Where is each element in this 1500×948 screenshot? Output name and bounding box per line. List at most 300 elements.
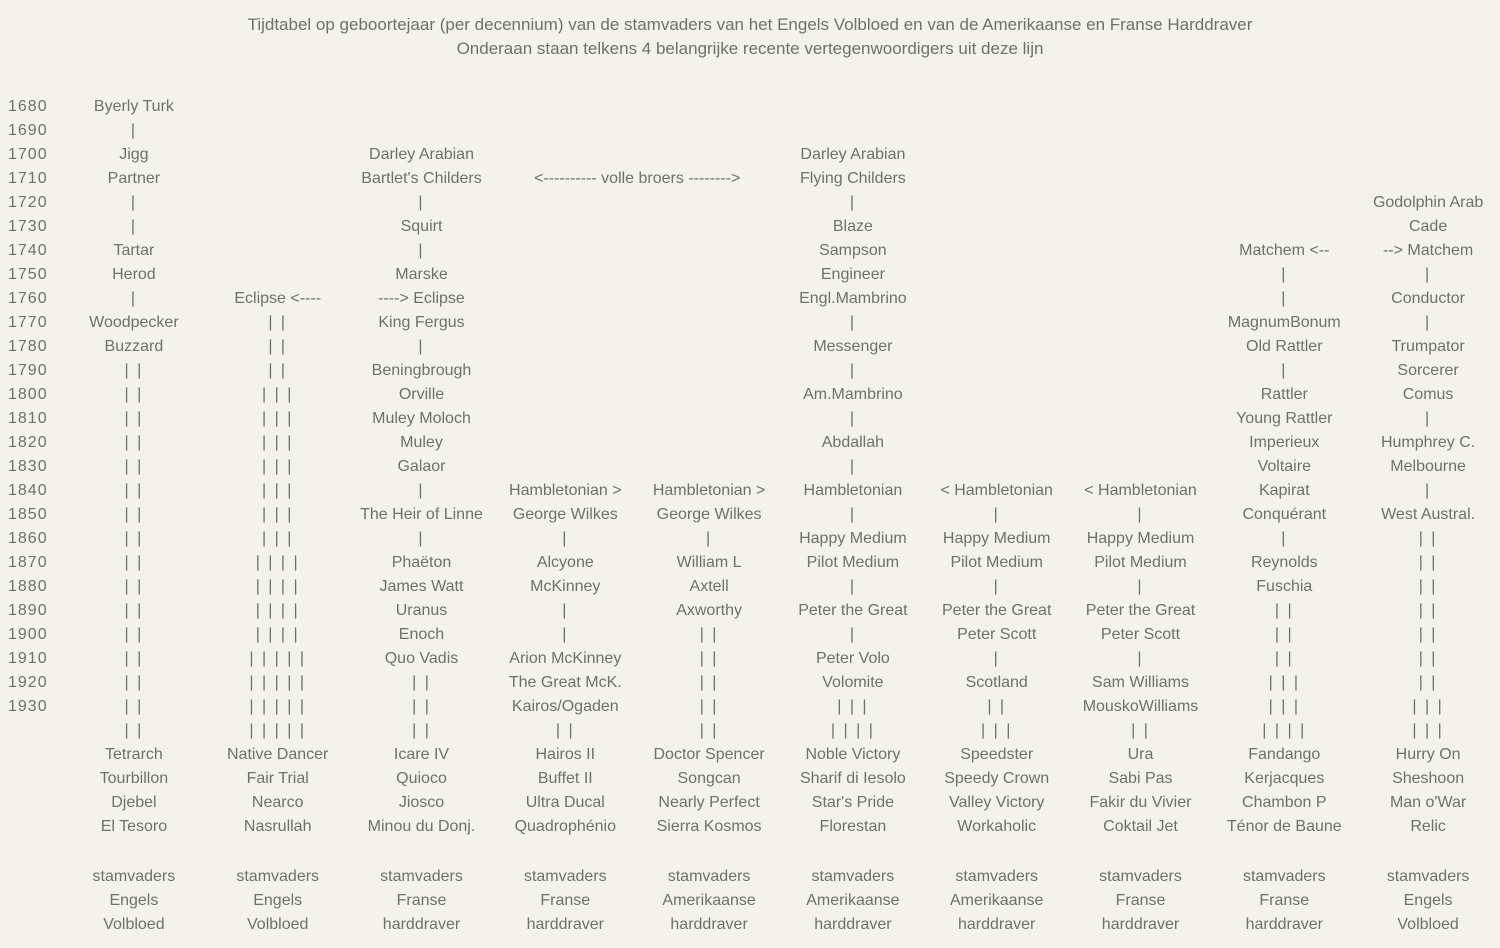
lineage-connector: |	[1425, 482, 1432, 499]
horse-name: Sam Williams	[1092, 674, 1189, 691]
horse-name	[925, 263, 1069, 287]
lineage-connector: | |	[412, 698, 431, 715]
year-label	[0, 913, 62, 937]
lineage-connector: |	[849, 506, 856, 523]
representative-name: Quadrophénio	[514, 818, 616, 835]
representative-name: Fandango	[1248, 746, 1321, 763]
horse-name: MouskoWilliams	[1082, 698, 1199, 715]
lineage-connector: |	[706, 530, 713, 547]
lineage-connector: | | | |	[255, 578, 300, 595]
horse-name	[925, 383, 1069, 407]
horse-name: Tartar	[113, 242, 155, 259]
lineage-label: Amerikaanse	[806, 892, 900, 909]
year-label	[0, 815, 62, 839]
horse-name	[1069, 215, 1213, 239]
horse-name: William L	[676, 554, 742, 571]
lineage-connector: | |	[1418, 674, 1438, 691]
horse-name: Partner	[107, 170, 161, 187]
representative-name: Quioco	[396, 770, 447, 787]
representative-name: Ultra Ducal	[525, 794, 605, 811]
lineage-connector: | | |	[262, 482, 294, 499]
lineage-label: harddraver	[382, 916, 461, 933]
representative-name: Coktail Jet	[1103, 818, 1178, 835]
horse-name	[1212, 143, 1356, 167]
horse-name: Reynolds	[1250, 554, 1318, 571]
horse-name: Peter the Great	[1085, 602, 1196, 619]
horse-name: Axworthy	[676, 602, 742, 619]
year-label: 1680	[8, 98, 48, 115]
horse-name	[493, 191, 637, 215]
horse-name: Herod	[112, 266, 156, 283]
year-label: 1830	[8, 458, 48, 475]
lineage-label: Volbloed	[247, 916, 309, 933]
year-label: 1720	[8, 194, 48, 211]
horse-name	[781, 119, 925, 143]
lineage-connector: | | |	[1268, 674, 1300, 691]
horse-name	[493, 335, 637, 359]
horse-name	[206, 119, 350, 143]
representative-name: Sheshoon	[1392, 770, 1465, 787]
year-label: 1840	[8, 482, 48, 499]
lineage-connector: |	[849, 626, 856, 643]
lineage-label: stamvaders	[1242, 868, 1326, 885]
horse-name	[206, 191, 350, 215]
horse-name: Byerly Turk	[93, 98, 174, 115]
lineage-connector: |	[130, 194, 137, 211]
lineage-label: stamvaders	[380, 868, 463, 885]
horse-name	[350, 119, 494, 143]
horse-name	[493, 359, 637, 383]
horse-name	[637, 143, 781, 167]
year-label: 1910	[8, 650, 48, 667]
lineage-connector: | |	[268, 314, 288, 331]
horse-name	[925, 167, 1069, 191]
year-label	[0, 791, 62, 815]
lineage-connector: | |	[124, 530, 144, 547]
horse-name: Sorcerer	[1397, 362, 1459, 379]
horse-name: Uranus	[395, 602, 448, 619]
lineage-label: Volbloed	[103, 916, 165, 933]
horse-name	[925, 359, 1069, 383]
representative-name: Minou du Donj.	[367, 818, 476, 835]
lineage-connector: | |	[124, 578, 144, 595]
lineage-label: stamvaders	[667, 868, 751, 885]
horse-name: Axtell	[689, 578, 729, 595]
horse-name: Phaëton	[391, 554, 452, 571]
horse-name	[206, 215, 350, 239]
year-label: 1880	[8, 578, 48, 595]
representative-name: Djebel	[111, 794, 157, 811]
horse-name: ----> Eclipse	[378, 290, 465, 307]
lineage-connector: | |	[699, 698, 719, 715]
horse-name: Kairos/Ogaden	[511, 698, 619, 715]
representative-name: Tourbillon	[99, 770, 169, 787]
horse-name	[1069, 119, 1213, 143]
year-label: 1750	[8, 266, 48, 283]
horse-name: Hambletonian	[803, 482, 903, 499]
lineage-connector: | |	[1418, 530, 1438, 547]
horse-name: Peter the Great	[798, 602, 908, 619]
horse-name	[350, 95, 494, 119]
horse-name	[493, 143, 637, 167]
horse-name: Pilot Medium	[1094, 554, 1187, 571]
year-label: 1900	[8, 626, 48, 643]
lineage-connector: | | | |	[830, 722, 875, 739]
lineage-label: stamvaders	[523, 868, 607, 885]
lineage-connector: |	[1281, 362, 1288, 379]
horse-name: Orville	[398, 386, 445, 403]
lineage-label: harddraver	[526, 916, 604, 933]
lineage-label: Engels	[1403, 892, 1453, 909]
horse-name	[637, 335, 781, 359]
lineage-label: stamvaders	[955, 868, 1039, 885]
year-label: 1790	[8, 362, 48, 379]
horse-name: Jigg	[119, 146, 149, 163]
lineage-connector: | | |	[1412, 698, 1444, 715]
lineage-connector: | |	[124, 626, 144, 643]
horse-name: Buzzard	[104, 338, 164, 355]
horse-name	[637, 287, 781, 311]
lineage-connector: | |	[124, 674, 144, 691]
horse-name: Melbourne	[1390, 458, 1466, 475]
horse-name	[493, 263, 637, 287]
horse-name: Rattler	[1260, 386, 1308, 403]
lineage-label: harddraver	[1245, 916, 1323, 933]
representative-name: Chambon P	[1242, 794, 1327, 811]
horse-name	[1069, 359, 1213, 383]
horse-name	[925, 311, 1069, 335]
year-label	[0, 889, 62, 913]
horse-name	[637, 263, 781, 287]
horse-name: Eclipse <----	[234, 290, 322, 307]
horse-name	[925, 215, 1069, 239]
lineage-connector: |	[418, 194, 425, 211]
horse-name	[1069, 287, 1213, 311]
horse-name	[637, 215, 781, 239]
horse-name	[1212, 119, 1356, 143]
horse-name: Comus	[1402, 386, 1454, 403]
lineage-connector: | |	[1418, 650, 1438, 667]
lineage-label: stamvaders	[92, 868, 176, 885]
horse-name	[493, 119, 637, 143]
lineage-connector: |	[849, 578, 856, 595]
lineage-connector: | | |	[837, 698, 869, 715]
lineage-connector: | |	[124, 482, 144, 499]
horse-name	[1212, 167, 1356, 191]
representative-name: Speedy Crown	[944, 770, 1050, 787]
lineage-connector: |	[562, 626, 569, 643]
horse-name: Quo Vadis	[384, 650, 459, 667]
lineage-connector: |	[562, 530, 569, 547]
representative-name: Relic	[1410, 818, 1446, 835]
horse-name	[493, 311, 637, 335]
lineage-connector: | | |	[1268, 698, 1300, 715]
lineage-connector: |	[993, 650, 1000, 667]
representative-name: Speedster	[960, 746, 1034, 763]
representative-name: Doctor Spencer	[653, 746, 765, 763]
lineage-connector: | | |	[262, 458, 294, 475]
lineage-connector: | |	[555, 722, 575, 739]
lineage-connector: | |	[124, 554, 144, 571]
horse-name: Trumpator	[1391, 338, 1465, 355]
horse-name: Engineer	[820, 266, 885, 283]
lineage-connector: | |	[268, 362, 288, 379]
horse-name	[925, 239, 1069, 263]
horse-name	[1069, 383, 1213, 407]
horse-name	[493, 215, 637, 239]
lineage-connector: | |	[1274, 602, 1294, 619]
lineage-connector: | |	[1274, 650, 1294, 667]
horse-name	[493, 95, 637, 119]
year-label: 1740	[8, 242, 48, 259]
representative-name: Valley Victory	[948, 794, 1045, 811]
horse-name: < Hambletonian	[1084, 482, 1197, 499]
year-label: 1690	[8, 122, 48, 139]
year-label: 1810	[8, 410, 48, 427]
lineage-connector: |	[130, 122, 137, 139]
lineage-connector: | | | |	[1262, 722, 1307, 739]
lineage-connector: | |	[124, 386, 144, 403]
horse-name	[925, 455, 1069, 479]
title-block	[0, 0, 1500, 61]
lineage-footer-grid	[0, 865, 1500, 937]
horse-name	[637, 407, 781, 431]
lineage-connector: | | |	[981, 722, 1013, 739]
lineage-connector: | | |	[262, 530, 294, 547]
horse-name: Humphrey C.	[1380, 434, 1476, 451]
horse-name: MagnumBonum	[1227, 314, 1341, 331]
lineage-connector: |	[130, 290, 137, 307]
lineage-connector: |	[849, 362, 856, 379]
horse-name: Alcyone	[536, 554, 594, 571]
horse-name	[1212, 95, 1356, 119]
horse-name: Peter Scott	[1100, 626, 1181, 643]
horse-name	[637, 191, 781, 215]
page-title: Tijdtabel op geboortejaar (per decennium) van de stamvaders van het Engels Volbloed en van de Amerikaanse en Franse Harddraver	[247, 15, 1253, 34]
representative-name: Kerjacques	[1244, 770, 1325, 787]
horse-name	[493, 407, 637, 431]
lineage-connector: | | |	[1412, 722, 1444, 739]
year-label: 1890	[8, 602, 48, 619]
lineage-label: Volbloed	[1397, 916, 1459, 933]
lineage-label: harddraver	[814, 916, 892, 933]
lineage-connector: |	[1425, 266, 1432, 283]
horse-name	[1069, 455, 1213, 479]
horse-name: Darley Arabian	[369, 146, 474, 163]
lineage-label: Franse	[1259, 892, 1310, 909]
lineage-connector: |	[993, 578, 1000, 595]
horse-name: Conductor	[1391, 290, 1465, 307]
year-label: 1770	[8, 314, 48, 331]
representative-name: Workaholic	[957, 818, 1037, 835]
lineage-connector: |	[1425, 314, 1432, 331]
lineage-connector: | | |	[262, 506, 294, 523]
horse-name	[925, 407, 1069, 431]
horse-name	[493, 455, 637, 479]
horse-name: Fuschia	[1256, 578, 1313, 595]
lineage-label: harddraver	[958, 916, 1036, 933]
representative-name: Sierra Kosmos	[656, 818, 762, 835]
horse-name	[1069, 431, 1213, 455]
year-label: 1870	[8, 554, 48, 571]
representative-name: Jiosco	[398, 794, 445, 811]
representative-name: El Tesoro	[100, 818, 168, 835]
year-label	[0, 767, 62, 791]
lineage-connector: |	[849, 194, 856, 211]
representative-name: Fakir du Vivier	[1089, 794, 1192, 811]
horse-name	[1069, 263, 1213, 287]
horse-name: --> Matchem	[1382, 242, 1474, 259]
lineage-connector: | |	[987, 698, 1007, 715]
lineage-connector: | |	[412, 674, 431, 691]
horse-name	[1069, 311, 1213, 335]
representative-name: Icare IV	[393, 746, 450, 763]
lineage-connector: |	[1425, 410, 1432, 427]
horse-name	[1069, 95, 1213, 119]
lineage-connector: | |	[124, 458, 144, 475]
horse-name	[206, 95, 350, 119]
year-label: 1710	[8, 170, 48, 187]
horse-name: <---------- volle broers -------->	[534, 170, 741, 187]
horse-name: Messenger	[813, 338, 893, 355]
horse-name	[1069, 167, 1213, 191]
horse-name: West Austral.	[1381, 506, 1476, 523]
horse-name	[206, 263, 350, 287]
lineage-label: stamvaders	[811, 868, 895, 885]
lineage-connector: | | |	[262, 434, 294, 451]
lineage-label: Franse	[540, 892, 591, 909]
year-label: 1760	[8, 290, 48, 307]
horse-name	[493, 239, 637, 263]
lineage-connector: | | | | |	[249, 722, 306, 739]
horse-name	[925, 287, 1069, 311]
horse-name: The Heir of Linne	[360, 506, 483, 523]
horse-name: Cade	[1408, 218, 1448, 235]
lineage-connector: | |	[124, 602, 144, 619]
lineage-connector: |	[1281, 290, 1288, 307]
lineage-connector: | | | | |	[249, 698, 306, 715]
year-label: 1820	[8, 434, 48, 451]
horse-name	[637, 119, 781, 143]
lineage-label: Franse	[396, 892, 447, 909]
horse-name: Woodpecker	[89, 314, 179, 331]
horse-name: Bartlet's Childers	[361, 170, 482, 187]
year-label	[0, 865, 62, 889]
horse-name: Matchem <--	[1239, 242, 1330, 259]
lineage-connector: |	[562, 602, 569, 619]
year-label: 1700	[8, 146, 48, 163]
lineage-connector: |	[1137, 506, 1144, 523]
horse-name	[925, 95, 1069, 119]
lineage-connector: |	[849, 410, 856, 427]
year-label: 1780	[8, 338, 48, 355]
lineage-connector: | | | |	[255, 602, 300, 619]
year-label: 1860	[8, 530, 48, 547]
representative-name: Native Dancer	[227, 746, 329, 763]
year-label: 1730	[8, 218, 48, 235]
horse-name: Muley	[400, 434, 443, 451]
horse-name	[925, 431, 1069, 455]
year-label: 1920	[8, 674, 48, 691]
year-label	[0, 719, 62, 743]
representative-name: Nasrullah	[243, 818, 312, 835]
horse-name: Marske	[395, 266, 448, 283]
lineage-connector: | |	[699, 674, 719, 691]
horse-name: Muley Moloch	[372, 410, 471, 427]
lineage-label: harddraver	[1101, 916, 1180, 933]
horse-name: Peter Volo	[815, 650, 890, 667]
lineage-label: Amerikaanse	[662, 892, 756, 909]
representative-name: Fair Trial	[246, 770, 309, 787]
horse-name: Galaor	[397, 458, 446, 475]
horse-name: Hambletonian >	[652, 482, 766, 499]
lineage-connector: | |	[699, 722, 719, 739]
year-label	[0, 743, 62, 767]
lineage-connector: | | |	[262, 386, 294, 403]
horse-name	[637, 311, 781, 335]
horse-name	[1356, 95, 1500, 119]
horse-name: Voltaire	[1257, 458, 1311, 475]
horse-name	[1356, 143, 1500, 167]
horse-name: Old Rattler	[1246, 338, 1323, 355]
horse-name	[925, 119, 1069, 143]
horse-name: Happy Medium	[942, 530, 1051, 547]
horse-name: < Hambletonian	[940, 482, 1053, 499]
horse-name: James Watt	[379, 578, 464, 595]
horse-name	[206, 167, 350, 191]
lineage-connector: |	[418, 530, 425, 547]
representative-name: Star's Pride	[811, 794, 894, 811]
page-subtitle: Onderaan staan telkens 4 belangrijke recente vertegenwoordigers uit deze lijn	[456, 39, 1044, 58]
horse-name: Pilot Medium	[950, 554, 1043, 571]
horse-name	[637, 455, 781, 479]
lineage-connector: | | | | |	[249, 674, 306, 691]
horse-name	[925, 191, 1069, 215]
representative-name: Nearco	[251, 794, 304, 811]
representative-name: Sharif di Iesolo	[799, 770, 906, 787]
horse-name: Peter Scott	[957, 626, 1037, 643]
lineage-label: Engels	[109, 892, 159, 909]
horse-name: Pilot Medium	[806, 554, 900, 571]
horse-name: The Great McK.	[508, 674, 622, 691]
horse-name: Happy Medium	[1086, 530, 1195, 547]
lineage-connector: | |	[1418, 578, 1438, 595]
horse-name: Blaze	[832, 218, 873, 235]
lineage-label: stamvaders	[1099, 868, 1182, 885]
horse-name: King Fergus	[378, 314, 465, 331]
horse-name	[1356, 119, 1500, 143]
year-label: 1800	[8, 386, 48, 403]
representative-name: Hairos II	[535, 746, 596, 763]
horse-name: Hambletonian >	[509, 482, 622, 499]
lineage-connector: |	[993, 506, 1000, 523]
lineage-connector: |	[418, 482, 425, 499]
horse-name: Beningbrough	[371, 362, 472, 379]
lineage-connector: |	[1137, 578, 1144, 595]
lineage-label: Franse	[1115, 892, 1166, 909]
horse-name: Squirt	[400, 218, 443, 235]
horse-name	[637, 383, 781, 407]
representative-name: Ura	[1127, 746, 1154, 763]
horse-name: Enoch	[398, 626, 445, 643]
representative-name: Florestan	[819, 818, 887, 835]
lineage-connector: |	[1137, 650, 1144, 667]
lineage-connector: | |	[1418, 626, 1438, 643]
horse-name: Imperieux	[1249, 434, 1320, 451]
horse-name	[493, 431, 637, 455]
horse-name: George Wilkes	[512, 506, 618, 523]
lineage-connector: |	[130, 218, 137, 235]
